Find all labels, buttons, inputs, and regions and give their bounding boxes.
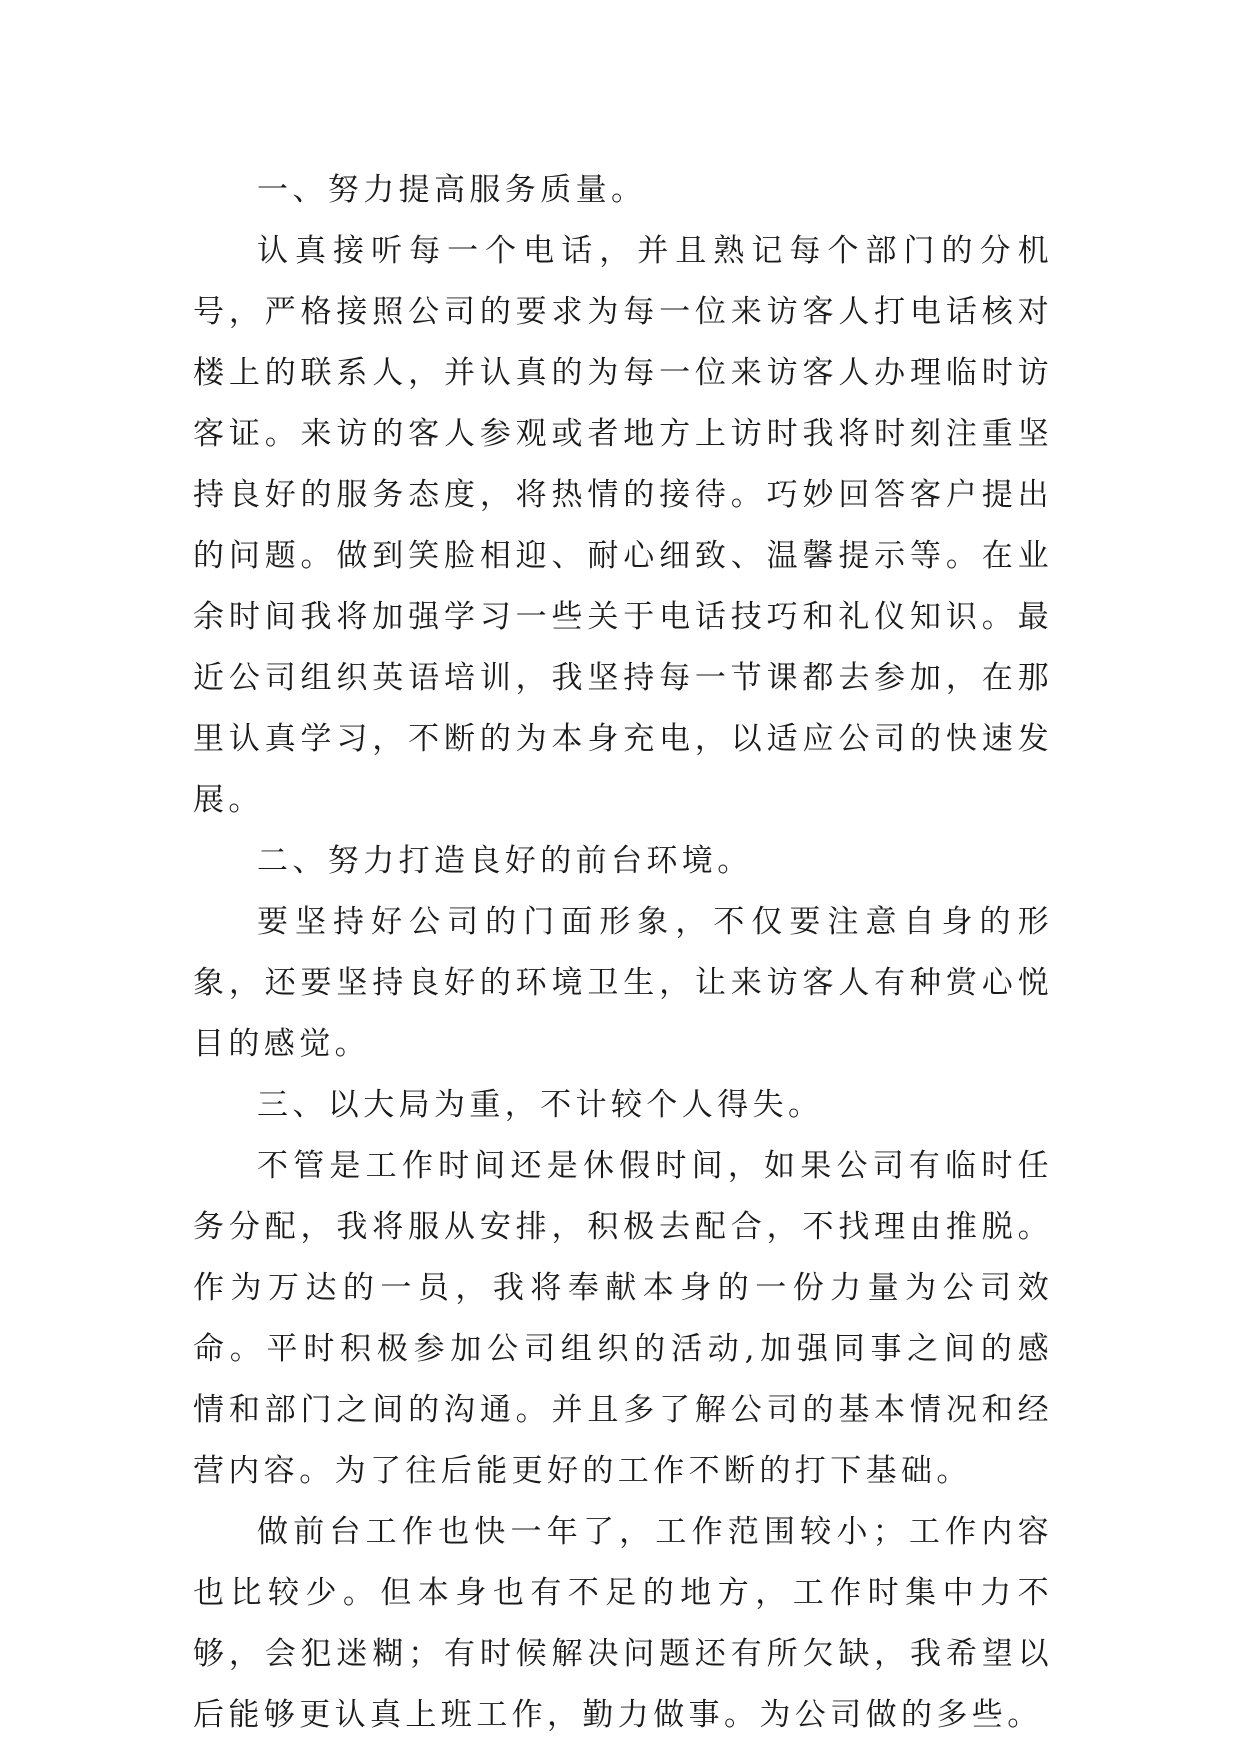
- section-heading-3: 三、以大局为重，不计较个人得失。: [257, 1087, 824, 1123]
- section-heading-2: 二、努力打造良好的前台环境。: [257, 843, 753, 879]
- closing-paragraph: 做前台工作也快一年了，工作范围较小；工作内容也比较少。但本身也有不足的地方，工作时集中力不够，会犯迷糊；有时候解决问题还有所欠缺，我希望以后能够更认真上班工作，勤力做事。为公司做的多些。: [193, 1514, 1053, 1733]
- section-heading-1: 一、努力提高服务质量。: [257, 172, 647, 208]
- section-paragraph-3: 不管是工作时间还是休假时间，如果公司有临时任务分配，我将服从安排，积极去配合，不找理由推脱。作为万达的一员，我将奉献本身的一份力量为公司效命。平时积极参加公司组织的活动,加强同事之间的感情和部门之间的沟通。并且多了解公司的基本情况和经营内容。为了往后能更好的工作不断的打下基础。: [193, 1148, 1053, 1489]
- section-paragraph-2: 要坚持好公司的门面形象，不仅要注意自身的形象，还要坚持良好的环境卫生，让来访客人有种赏心悦目的感觉。: [193, 904, 1053, 1062]
- document-body: [193, 160, 1053, 1746]
- section-paragraph-1: 认真接听每一个电话，并且熟记每个部门的分机号，严格接照公司的要求为每一位来访客人打电话核对楼上的联系人，并认真的为每一位来访客人办理临时访客证。来访的客人参观或者地方上访时我将时刻注重坚持良好的服务态度，将热情的接待。巧妙回答客户提出的问题。做到笑脸相迎、耐心细致、温馨提示等。在业余时间我将加强学习一些关于电话技巧和礼仪知识。最近公司组织英语培训，我坚持每一节课都去参加，在那里认真学习，不断的为本身充电，以适应公司的快速发展。: [193, 233, 1053, 818]
